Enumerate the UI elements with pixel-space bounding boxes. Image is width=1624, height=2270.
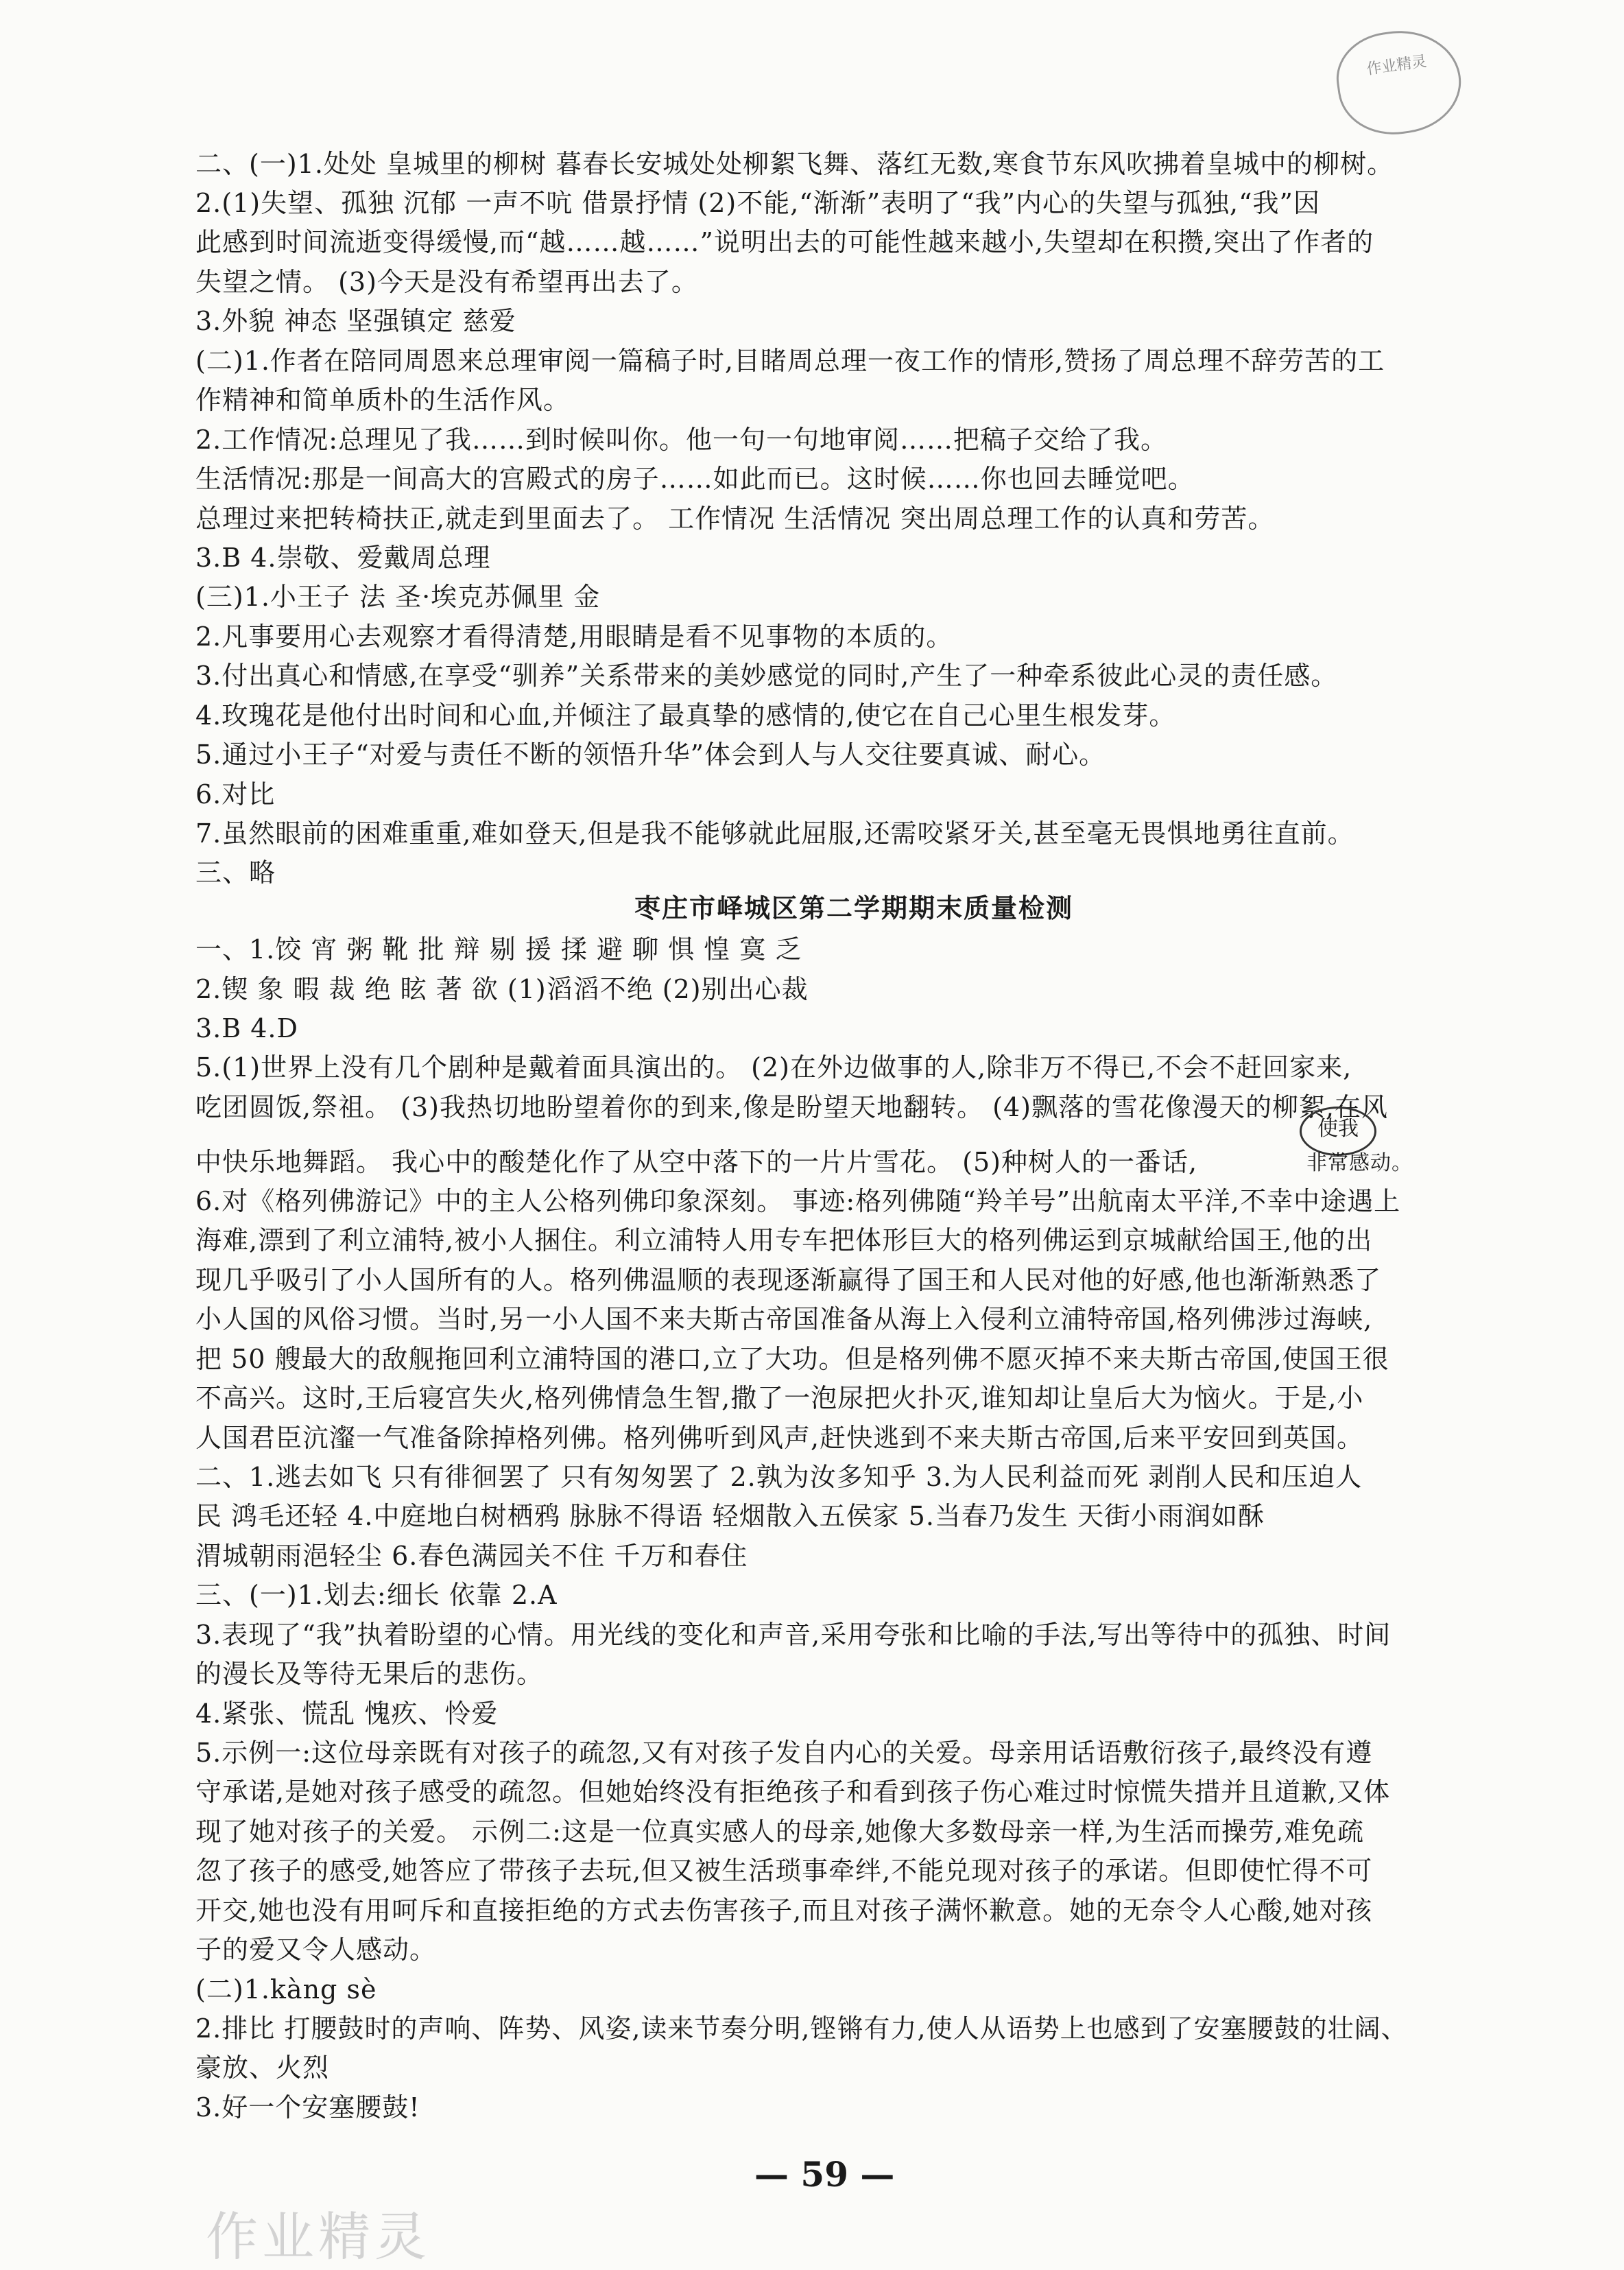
text-line: 总理过来把转椅扶正,就走到里面去了。 工作情况 生活情况 突出周总理工作的认真和劳苦。 bbox=[195, 504, 1275, 534]
text-line: 5.通过小王子“对爱与责任不断的领悟升华”体会到人与人交往要真诚、耐心。 bbox=[195, 740, 1106, 770]
text-line: (二)1.kàng sè bbox=[195, 1974, 377, 2005]
text-line: 2.(1)失望、孤独 沉郁 一声不吭 借景抒情 (2)不能,“渐渐”表明了“我”内心的失望与孤独,“我”因 bbox=[195, 188, 1320, 218]
text-line: 5.示例一:这位母亲既有对孩子的疏忽,又有对孩子发自内心的关爱。母亲用话语敷衍孩子,最终没有遵 bbox=[195, 1738, 1373, 1768]
stamp-text: 作业精灵 bbox=[1365, 53, 1428, 79]
text-line: 6.对《格列佛游记》中的主人公格列佛印象深刻。 事迹:格列佛随“羚羊号”出航南太平洋,不幸中途遇上 bbox=[195, 1186, 1401, 1216]
text-line: 4.玫瑰花是他付出时间和心血,并倾注了最真挚的感情的,使它在自己心里生根发芽。 bbox=[195, 700, 1176, 731]
text-line: 6.对比 bbox=[195, 779, 276, 809]
text-line: 二、(一)1.处处 皇城里的柳树 暮春长安城处处柳絮飞舞、落红无数,寒食节东风吹拂着皇城中的柳树。 bbox=[195, 149, 1394, 179]
text-line: 3.B 4.D bbox=[195, 1013, 298, 1043]
text-line: 失望之情。 (3)今天是没有希望再出去了。 bbox=[195, 267, 698, 297]
text-line: 开交,她也没有用呵斥和直接拒绝的方式去伤害孩子,而且对孩子满怀歉意。她的无奈令人心酸,她对孩 bbox=[195, 1895, 1373, 1926]
text-line: 吃团圆饭,祭祖。 (3)我热切地盼望着你的到来,像是盼望天地翻转。 (4)飘落的雪花像漫天的柳絮,在风 bbox=[195, 1092, 1389, 1122]
watermark: 作业精灵 bbox=[206, 2206, 431, 2267]
text-line: (二)1.作者在陪同周恩来总理审阅一篇稿子时,目睹周总理一夜工作的情形,赞扬了周总理不辞劳苦的工 bbox=[195, 346, 1385, 376]
section-title: 枣庄市峄城区第二学期期末质量检测 bbox=[634, 892, 1074, 923]
text-line: 2.工作情况:总理见了我……到时候叫你。他一句一句地审阅……把稿子交给了我。 bbox=[195, 425, 1168, 455]
text-line: 不高兴。这时,王后寝宫失火,格列佛情急生智,撒了一泡尿把火扑灭,谁知却让皇后大为恼火。于是,小 bbox=[195, 1383, 1364, 1413]
text-line: 作精神和简单质朴的生活作风。 bbox=[195, 385, 571, 415]
handwritten-correction: 非常感动。 bbox=[1306, 1151, 1413, 1175]
text-line: 3.B 4.崇敬、爱戴周总理 bbox=[195, 543, 491, 573]
text-line: 子的爱又令人感动。 bbox=[195, 1935, 437, 1965]
text-line: 海难,漂到了利立浦特,被小人捆住。利立浦特人用专车把体形巨大的格列佛运到京城献给国王,他的出 bbox=[195, 1225, 1373, 1255]
text-line: 二、1.逃去如飞 只有徘徊罢了 只有匆匆罢了 2.孰为汝多知乎 3.为人民利益而死 剥削人民和压迫人 bbox=[195, 1462, 1363, 1492]
text-line: 2.凡事要用心去观察才看得清楚,用眼睛是看不见事物的本质的。 bbox=[195, 622, 953, 652]
stamp-logo bbox=[1330, 23, 1467, 142]
text-line: 三、略 bbox=[195, 858, 276, 888]
text-line: (三)1.小王子 法 圣·埃克苏佩里 金 bbox=[195, 582, 601, 612]
text-line: 把 50 艘最大的敌舰拖回利立浦特国的港口,立了大功。但是格列佛不愿灭掉不来夫斯古帝国,使国王很 bbox=[195, 1344, 1389, 1374]
text-line: 人国君臣沆瀣一气准备除掉格列佛。格列佛听到风声,赶快逃到不来夫斯古帝国,后来平安回到英国。 bbox=[195, 1423, 1364, 1453]
text-line: 的漫长及等待无果后的悲伤。 bbox=[195, 1659, 544, 1689]
text-line: 4.紧张、慌乱 愧疚、怜爱 bbox=[195, 1699, 499, 1729]
text-line: 3.好一个安塞腰鼓! bbox=[195, 2092, 420, 2123]
text-line: 民 鸿毛还轻 4.中庭地白树栖鸦 脉脉不得语 轻烟散入五侯家 5.当春乃发生 天街小雨润如酥 bbox=[195, 1501, 1265, 1531]
text-line: 三、(一)1.划去:细长 依靠 2.A bbox=[195, 1580, 558, 1610]
text-line: 2.排比 打腰鼓时的声响、阵势、风姿,读来节奏分明,铿锵有力,使人从语势上也感到了安塞腰鼓的壮阔、 bbox=[195, 2013, 1408, 2044]
text-line: 忽了孩子的感受,她答应了带孩子去玩,但又被生活琐事牵绊,不能兑现对孩子的承诺。但即使忙得不可 bbox=[195, 1856, 1373, 1886]
text-line: 5.(1)世界上没有几个剧种是戴着面具演出的。 (2)在外边做事的人,除非万不得已,不会不赶回家来, bbox=[195, 1052, 1352, 1083]
text-line: 3.外貌 神态 坚强镇定 慈爱 bbox=[195, 306, 516, 336]
handwritten-annotation: 使我 bbox=[1300, 1107, 1376, 1156]
page-number: — 59 — bbox=[754, 2154, 895, 2195]
text-line: 小人国的风俗习惯。当时,另一小人国不来夫斯古帝国准备从海上入侵利立浦特帝国,格列佛涉过海峡, bbox=[195, 1304, 1373, 1334]
text-line: 3.付出真心和情感,在享受“驯养”关系带来的美妙感觉的同时,产生了一种牵系彼此心灵的责任感。 bbox=[195, 661, 1338, 691]
text-line: 一、1.饺 宵 粥 靴 批 辩 剔 援 揉 避 聊 惧 惶 寞 乏 bbox=[195, 934, 802, 965]
text-line: 3.表现了“我”执着盼望的心情。用光线的变化和声音,采用夸张和比喻的手法,写出等待中的孤独、时间 bbox=[195, 1620, 1392, 1650]
text-line: 此感到时间流逝变得缓慢,而“越……越……”说明出去的可能性越来越小,失望却在积攒,突出了作者的 bbox=[195, 227, 1374, 257]
text-line: 守承诺,是她对孩子感受的疏忽。但她始终没有拒绝孩子和看到孩子伤心难过时惊慌失措并且道歉,又体 bbox=[195, 1777, 1391, 1807]
text-line: 中快乐地舞蹈。 我心中的酸楚化作了从空中落下的一片片雪花。 (5)种树人的一番话, bbox=[195, 1147, 1198, 1177]
text-line: 7.虽然眼前的困难重重,难如登天,但是我不能够就此屈服,还需咬紧牙关,甚至毫无畏惧地勇往直前。 bbox=[195, 818, 1354, 849]
text-line: 豪放、火烈 bbox=[195, 2053, 330, 2083]
text-line: 渭城朝雨浥轻尘 6.春色满园关不住 千万和春住 bbox=[195, 1541, 748, 1571]
text-line: 生活情况:那是一间高大的宫殿式的房子……如此而已。这时候……你也回去睡觉吧。 bbox=[195, 464, 1195, 494]
text-line: 现几乎吸引了小人国所有的人。格列佛温顺的表现逐渐赢得了国王和人民对他的好感,他也渐渐熟悉了 bbox=[195, 1265, 1382, 1295]
text-line: 2.锲 象 暇 裁 绝 眩 著 欲 (1)滔滔不绝 (2)别出心裁 bbox=[195, 974, 809, 1004]
text-line: 现了她对孩子的关爱。 示例二:这是一位真实感人的母亲,她像大多数母亲一样,为生活而操劳,难免疏 bbox=[195, 1817, 1365, 1847]
